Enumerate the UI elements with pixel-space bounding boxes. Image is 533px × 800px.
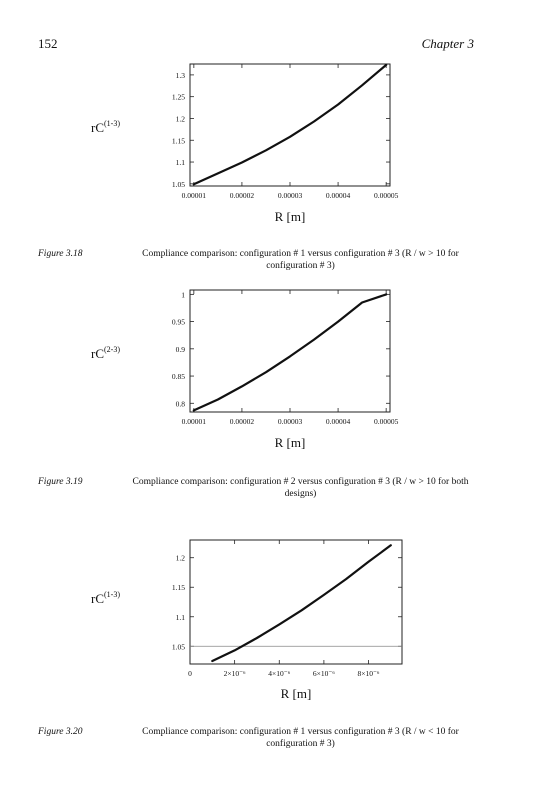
figure-3-19-chart [0, 276, 533, 476]
x-tick-label: 0.00003 [277, 417, 303, 426]
x-axis-label: R [m] [280, 686, 312, 701]
y-tick-label: 1.1 [175, 612, 185, 622]
x-axis-label: R [m] [274, 209, 306, 224]
x-tick-label: 0.00002 [229, 417, 255, 426]
y-tick-label: 1.15 [171, 583, 185, 593]
y-tick-label: 0.9 [175, 344, 185, 354]
y-tick-label: 0.95 [171, 317, 185, 327]
figure-3-20-chart [0, 525, 533, 720]
plot-frame [190, 290, 390, 412]
y-tick-label: 0.85 [171, 372, 185, 382]
x-tick-label: 0.00001 [181, 417, 207, 426]
x-tick-label: 6×10⁻⁶ [312, 669, 335, 678]
caption-text: Compliance comparison: configuration # 2 versus configuration # 3 (R / w > 10 for both designs) [132, 477, 469, 499]
y-tick-label: 1 [181, 290, 185, 300]
figure-label: Figure 3.19 [38, 477, 83, 487]
x-tick-label: 0 [188, 669, 192, 678]
x-tick-label: 0.00004 [325, 191, 351, 200]
plot-frame [190, 540, 402, 664]
x-tick-label: 0.00001 [181, 191, 207, 200]
y-axis-label: $rC^{(2-3)}$ [91, 345, 120, 361]
x-tick-label: 0.00005 [373, 417, 399, 426]
x-tick-label: 8×10⁻⁶ [357, 669, 380, 678]
figure-3-19-caption [38, 476, 483, 502]
figure-3-20-caption [38, 726, 483, 752]
figure-label: Figure 3.18 [38, 249, 83, 259]
series-line [194, 294, 386, 410]
chapter-heading: Chapter 3 [421, 36, 474, 51]
x-tick-label: 0.00004 [325, 417, 351, 426]
page-number: 152 [38, 36, 58, 51]
caption-text: Compliance comparison: configuration # 1 versus configuration # 3 (R / w < 10 for configuration # 3) [142, 727, 459, 749]
y-tick-label: 1.05 [171, 179, 185, 189]
figure-3-18-caption [38, 248, 483, 274]
series-line [194, 65, 386, 184]
x-tick-label: 0.00002 [229, 191, 255, 200]
y-tick-label: 1.05 [171, 642, 185, 652]
y-tick-label: 1.2 [175, 114, 185, 124]
y-tick-label: 1.2 [175, 553, 185, 563]
x-tick-label: 0.00005 [373, 191, 399, 200]
y-axis-label: $rC^{(1-3)}$ [91, 119, 120, 135]
y-tick-label: 1.1 [175, 158, 185, 168]
y-axis-label: $rC^{(1-3)}$ [91, 590, 120, 606]
y-tick-label: 1.3 [175, 70, 185, 80]
y-tick-label: 1.15 [171, 136, 185, 146]
y-tick-label: 0.8 [175, 399, 185, 409]
caption-text: Compliance comparison: configuration # 1 versus configuration # 3 (R / w > 10 for configuration # 3) [142, 249, 459, 271]
figure-label: Figure 3.20 [38, 727, 83, 737]
x-tick-label: 4×10⁻⁶ [268, 669, 291, 678]
plot-frame [190, 64, 390, 186]
x-axis-label: R [m] [274, 435, 306, 450]
series-line [212, 545, 390, 661]
figure-3-18-chart [0, 50, 533, 250]
x-tick-label: 0.00003 [277, 191, 303, 200]
x-tick-label: 2×10⁻⁶ [223, 669, 246, 678]
y-tick-label: 1.25 [171, 92, 185, 102]
